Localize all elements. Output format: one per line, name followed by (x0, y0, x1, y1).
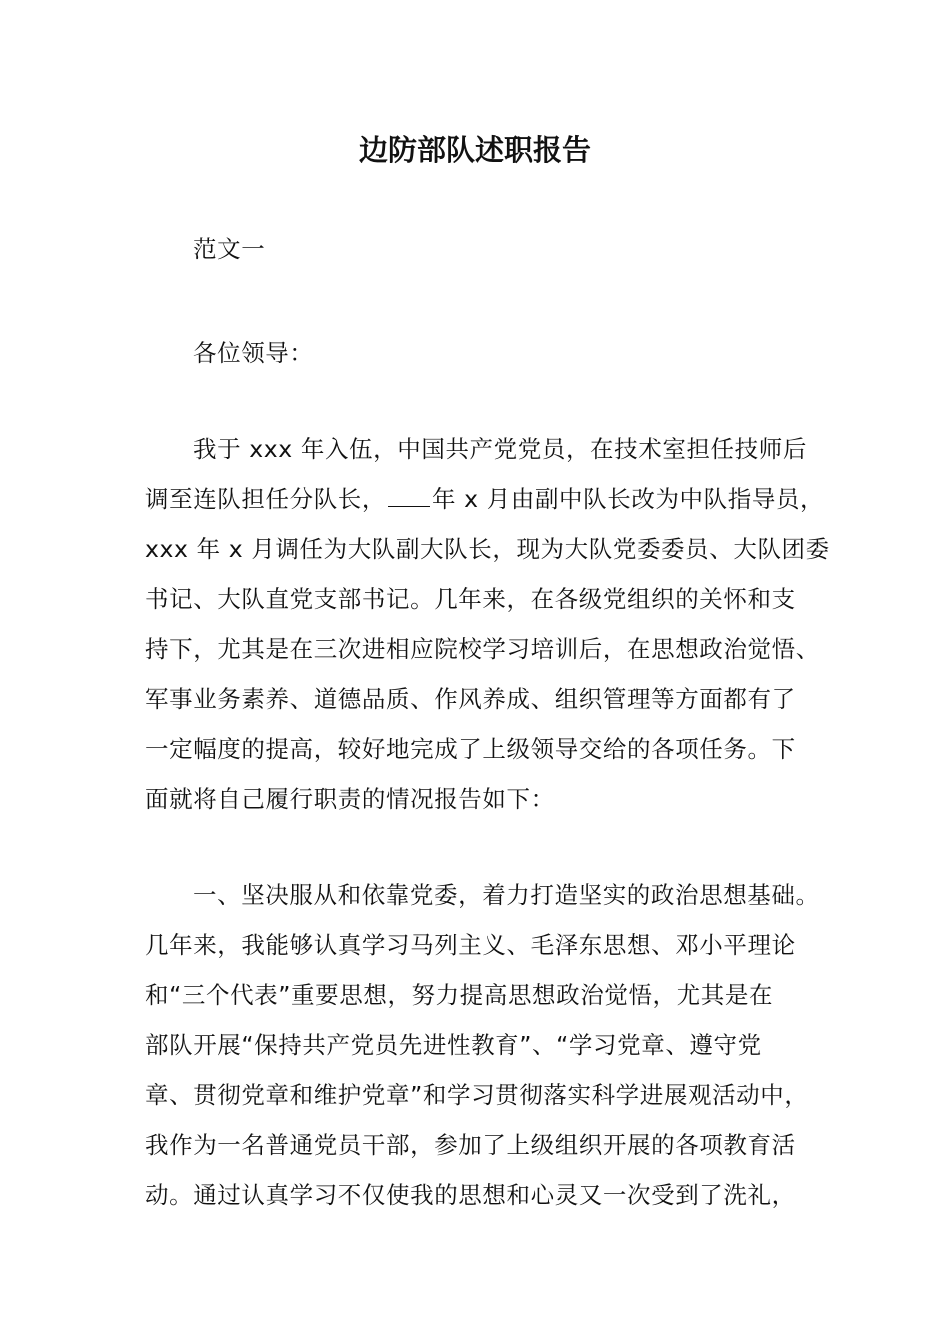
paragraph-line: 一、坚决服从和依靠党委，着力打造坚实的政治思想基础。 (193, 881, 820, 909)
fill-in-blank (388, 486, 430, 507)
paragraph-line: xxx 年 x 月调任为大队副大队长，现为大队党委委员、大队团委 (145, 535, 830, 563)
paragraph-line: 我于 xxx 年入伍，中国共产党党员，在技术室担任技师后 (193, 435, 807, 463)
document-title: 边防部队述职报告 (358, 133, 591, 167)
paragraph-line: 我作为一名普通党员干部，参加了上级组织开展的各项教育活 (145, 1131, 796, 1159)
paragraph-line: 面就将自己履行职责的情况报告如下： (145, 785, 555, 813)
line-text: 调至连队担任分队长， (145, 485, 386, 513)
line-text: 年 x 月由副中队长改为中队指导员， (432, 485, 825, 513)
paragraph-line (145, 482, 824, 516)
subtitle: 范文一 (193, 235, 266, 263)
paragraph-line: 军事业务素养、道德品质、作风养成、组织管理等方面都有了 (145, 685, 796, 713)
paragraph-line: 动。通过认真学习不仅使我的思想和心灵又一次受到了洗礼， (145, 1181, 796, 1209)
paragraph-line: 几年来，我能够认真学习马列主义、毛泽东思想、邓小平理论 (145, 931, 796, 959)
paragraph-line: 持下，尤其是在三次进相应院校学习培训后，在思想政治觉悟、 (145, 635, 820, 663)
paragraph-line: 书记、大队直党支部书记。几年来，在各级党组织的关怀和支 (145, 585, 796, 613)
paragraph-line: 部队开展“保持共产党员先进性教育”、“学习党章、遵守党 (145, 1031, 762, 1059)
salutation: 各位领导： (193, 339, 314, 367)
paragraph-line: 和“三个代表”重要思想，努力提高思想政治觉悟，尤其是在 (145, 981, 774, 1009)
paragraph-line: 一定幅度的提高，较好地完成了上级领导交给的各项任务。下 (145, 735, 796, 763)
paragraph-line: 章、贯彻党章和维护党章”和学习贯彻落实科学进展观活动中， (145, 1081, 809, 1109)
